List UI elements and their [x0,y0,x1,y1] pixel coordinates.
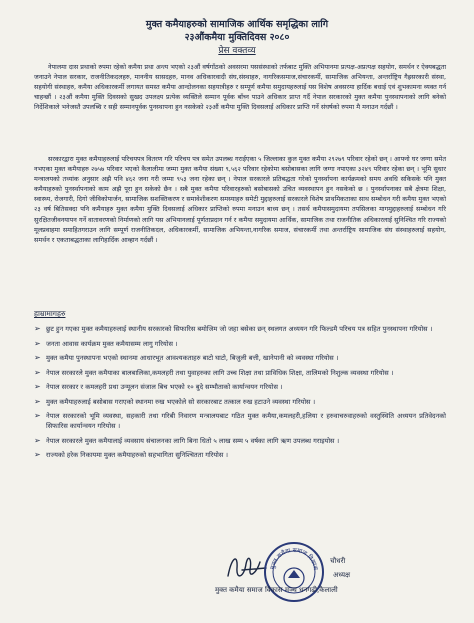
list-item: ➢ मुक्त कमैयाहरुलाई बसोबास गराएको स्थानमा रुख भएकोले सो सरकारबाट तत्काल रुख हटाउने व्यवस्था गरियोस । [34,396,316,406]
list-item: ➢ नेपाल सरकारले मुक्त कमैयालाई व्यवसाय संचालनका लागि बिना धितो ५ लाख सम्म ५ वर्षका लागि ऋण उपलब्ध गराइयोस । [34,435,340,445]
bullet-arrow-icon: ➢ [34,450,41,460]
bullet-arrow-icon: ➢ [34,396,41,406]
list-item: ➢ जनता आवास कार्यक्रम मुक्त कमैयासम्म लागु गरियोस । [34,338,178,348]
list-item: ➢ राज्यको हरेक निकायमा मुक्त कमैयाहरुको सहभागिता सुनिश्चितता गरियोस । [34,450,228,460]
bullet-arrow-icon: ➢ [34,353,41,362]
document-header [0,18,474,58]
context-paragraph: सरकारद्वारा मुक्त कमैयाहरुलाई परिचयपत्र वितरण गरि परिचय पत्र समेत उपलब्ध गराईएका ५ जिल्लाका कुल मुक्त कमैया २९२७९ परिवार रहेको छन् । आफ्नो घर जग्गा समेत नभएका मुक्त कमैयाहरु २७५७ परिवार भएको कैलालीमा जम्मा मुक्त कमैया संख्या ९,५६२ परिवार रहेकोमा बसोबासका लागि जग्गा नपाएका ३२४९ परिवार रहेका छन् । भूमि सुधार मन्त्रालयको तथ्यांक अनुसार अझै पनि ४६२ जना गरी जम्मा ९५३ जना रहेका छन् । नेपाल सरकारले प्रतिबद्धता गरेको पुनर्स्थापना कार्यक्रमको समय अवधि सकिसके पनि मुक्त कमैयाहरुको पुनर्स्थापनाको काम अझै पूरा हुन सकेको छैन । सबै मुक्त कमैया परिवारहरुको बसोबासको उचित व्यवस्थापन हुन नसकेको छ । पुनर्स्थापनाका सबै क्षेत्रमा शिक्षा, स्वास्थ्य, रोजगारी, दिगो जीविकोपार्जन, सामाजिक सशक्तिकरण र समावेशीकरण समस्याहरु समेटी मुद्दाहरुलाई सरकारले विशेष प्राथमिकताका साथ सम्बोधन गरी कमैया मुक्त भएको २३ वर्ष बितिसक्दा पनि कमैयाहरु मुक्त कमैया मुक्ति दिवसलाई अधिकार प्राप्तिको रुपमा मनाउन बाध्य छन् । तसर्थ कमैयासमुदायमा तपसिलका मागमुद्दाहरुलाई सम्बोधन गरि सुरक्षितजीवनयापन गर्ने वातावरणको निर्माणको लागि यस अभियानलाई पूर्णताप्रदान गर्न र कमैया समुदायमा आर्थिक, सामाजिक तथा राजनीतिक अधिकारलाई सुनिश्चित गरि राज्यको मूलप्रवाहमा समाहितगराउन लागि सम्पूर्ण राजनीतिकदल, अधिकारकर्मी, सामाजिक अभियन्ता,नागरिक समाज, संचारकर्मी तथा अन्तर्राष्ट्रिय सामाजिक संघ संस्थाहरुलाई सहयोग, समर्थन र एकताबद्धताका लागिहार्दिक आव्हान गर्दछौं । [34,155,446,244]
signatory-name: चौधरी [330,557,346,565]
list-item: ➢ नेपाल सरकारको भूमि व्यवस्था, सहकारी तथा गरिबी निवारण मन्त्रालयबाट गठित मुक्त कमैया,कमलहरी,हलिया र हरुवाचरुवाहरुको वस्तुस्थिति अध्ययन प्रतिवेदनको सिफारिस कार्यान्वयन गरियोस । [34,411,446,431]
header-doc-type: प्रेस वक्तव्य [218,46,256,56]
intro-paragraph: नेपालमा दास प्रथाको रुपमा रहेको कमैया प्रथा अन्त्य भएको २३औं वर्षगाँठको अवसरमा यससंस्थाको तर्फबाट मुक्ति अभियानमा प्रत्यक्ष-अप्रत्यक्ष सहयोग, समर्थन र ऐक्यबद्धता जनाउने नेपाल सरकार, राजनीतिकदलहरु, माननीय सासदहरु, मानव अधिकारवादी संघ,संस्थाहरु, नागरिकसमाज,संचारकर्मी, सामाजिक अभियन्ता, अन्तर्राष्ट्रिय गैह्रसरकारी संस्था, सहयोगी संस्थाहरु, कमैया अधिकारकर्मी लगायत समस्त कमैया आन्दोलनका सहयात्रीहरु र सम्पूर्ण कमैया समुदायहरुलाई यस विशेष अवसरमा हार्दिक बधाई एवं शुभकामना व्यक्त गर्न चाहन्छौं । २३औं कमैया मुक्ति दिवसको सुखद उपलक्ष्य प्रत्येक व्यक्तिले सम्मान पूर्वक बाँच्न पाउने अधिकार प्राप्त गर्दै नेपाल सरकारको मुक्त कमैया पुनस्थापनाको लागि बनेको निर्देशिकाले भनेजस्तै उपलब्धि र सही सम्मानपूर्वक पुनस्थापना हुन नसकेको २३औं कमैया मुक्ति दिवसलाई अधिकार प्राप्ति गर्ने संघर्षको रुपमा मै मनाउन गर्दछौं । [34,63,446,112]
organization-name: मुक्त कमैया समाज विकास मञ्च धनगढी,कैलाली [215,586,338,594]
signatory-role: अध्यक्ष [333,571,351,579]
list-item: ➢ नेपाल सरकार र कमलहरी प्रथा उन्मूलन संजाल बिच भएको १० बुदे सम्भौताको कार्यान्वयन गरियोस । [34,382,283,391]
list-item: ➢ नेपाल सरकारले मुक्त कमैयाका बालबालिका,कमलहरी तथा युवाहरुका लागि उच्च शिक्षा तथा प्राविधिक शिक्षा, तालिमको निशुल्क व्यवस्था गरियोस । [34,367,394,377]
list-item: ➢ छुट हुन गएका मुक्त कमैयाहरुलाई स्थानीय सरकारको सिफारिस बमोजिम जो जहा बसेका छन् स्थलगत अध्ययन गरि फिल्डमै परिचय पत्र सहित पुनस्थापना गरियोस । [34,324,433,333]
header-event: २३औंकमैया मुक्तिदिवस २०८० [184,32,290,43]
bullet-arrow-icon: ➢ [34,435,41,445]
list-item: ➢ मुक्त कमैया पुनस्थापना भएको स्थानमा आधारभूत आवश्यकताहरु बाटो घाटो, बिजुली बत्ती, खानेपानी को व्यवस्था गरियोस । [34,353,339,362]
demands-list [34,324,446,465]
bullet-arrow-icon: ➢ [34,324,41,333]
header-title: मुक्त कमैयाहरुको सामाजिक आर्थिक समृद्धिका लागि [145,19,329,30]
bullet-arrow-icon: ➢ [34,367,41,377]
svg-text:मुक्त कमैया समाज विकास मञ्च: मुक्त कमैया समाज विकास [269,546,319,571]
bullet-arrow-icon: ➢ [34,338,41,348]
demands-heading: हाम्रामागहरु [34,309,66,318]
bullet-arrow-icon: ➢ [34,411,41,420]
bullet-arrow-icon: ➢ [34,382,41,391]
